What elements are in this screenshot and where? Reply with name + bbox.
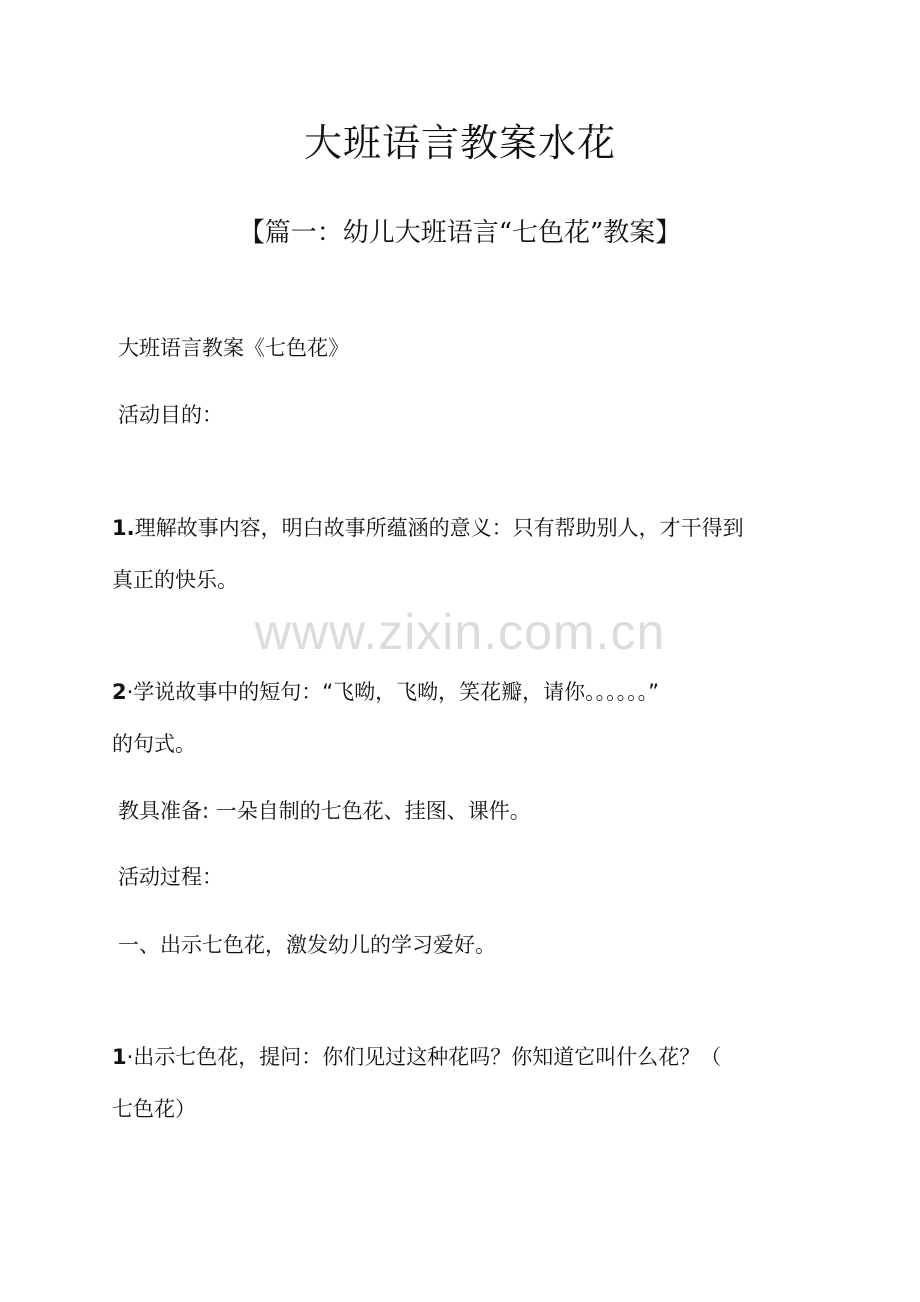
step-1-1-line-1: [112, 1041, 721, 1071]
goal-2-text-a: ·学说故事中的短句：“飞呦，飞呦，笑花瓣，请你。。。。。。”: [126, 680, 660, 704]
goal-1-line-2: 真正的快乐。: [112, 568, 238, 592]
step-1-heading: 一、出示七色花，激发幼儿的学习爱好。: [118, 933, 496, 957]
materials-line: 教具准备: 一朵自制的七色花、挂图、课件。: [118, 799, 531, 823]
goal-2-line-1: [112, 676, 659, 706]
step-1-1-text-a: ·出示七色花，提问：你们见过这种花吗？你知道它叫什么花？（: [126, 1045, 722, 1069]
process-heading: 活动过程：: [118, 865, 223, 889]
step-1-1-line-2: 七色花）: [112, 1097, 196, 1121]
watermark: www.zixin.com.cn: [254, 604, 666, 660]
goal-1-text-a: 理解故事内容，明白故事所蕴涵的意义：只有帮助别人，才干得到: [134, 516, 744, 540]
section-subtitle: 【篇一：幼儿大班语言“七色花”教案】: [238, 218, 682, 248]
document-title: 大班语言教案水花: [303, 121, 616, 165]
step-1-1-number: 1: [112, 1045, 127, 1069]
goal-2-line-2: 的句式。: [112, 732, 196, 756]
goal-1-line-1: [112, 512, 744, 542]
goal-1-number: 1.: [112, 516, 135, 540]
goal-heading: 活动目的：: [118, 403, 223, 427]
goal-2-number: 2: [112, 680, 127, 704]
lesson-title: 大班语言教案《七色花》: [118, 336, 349, 360]
